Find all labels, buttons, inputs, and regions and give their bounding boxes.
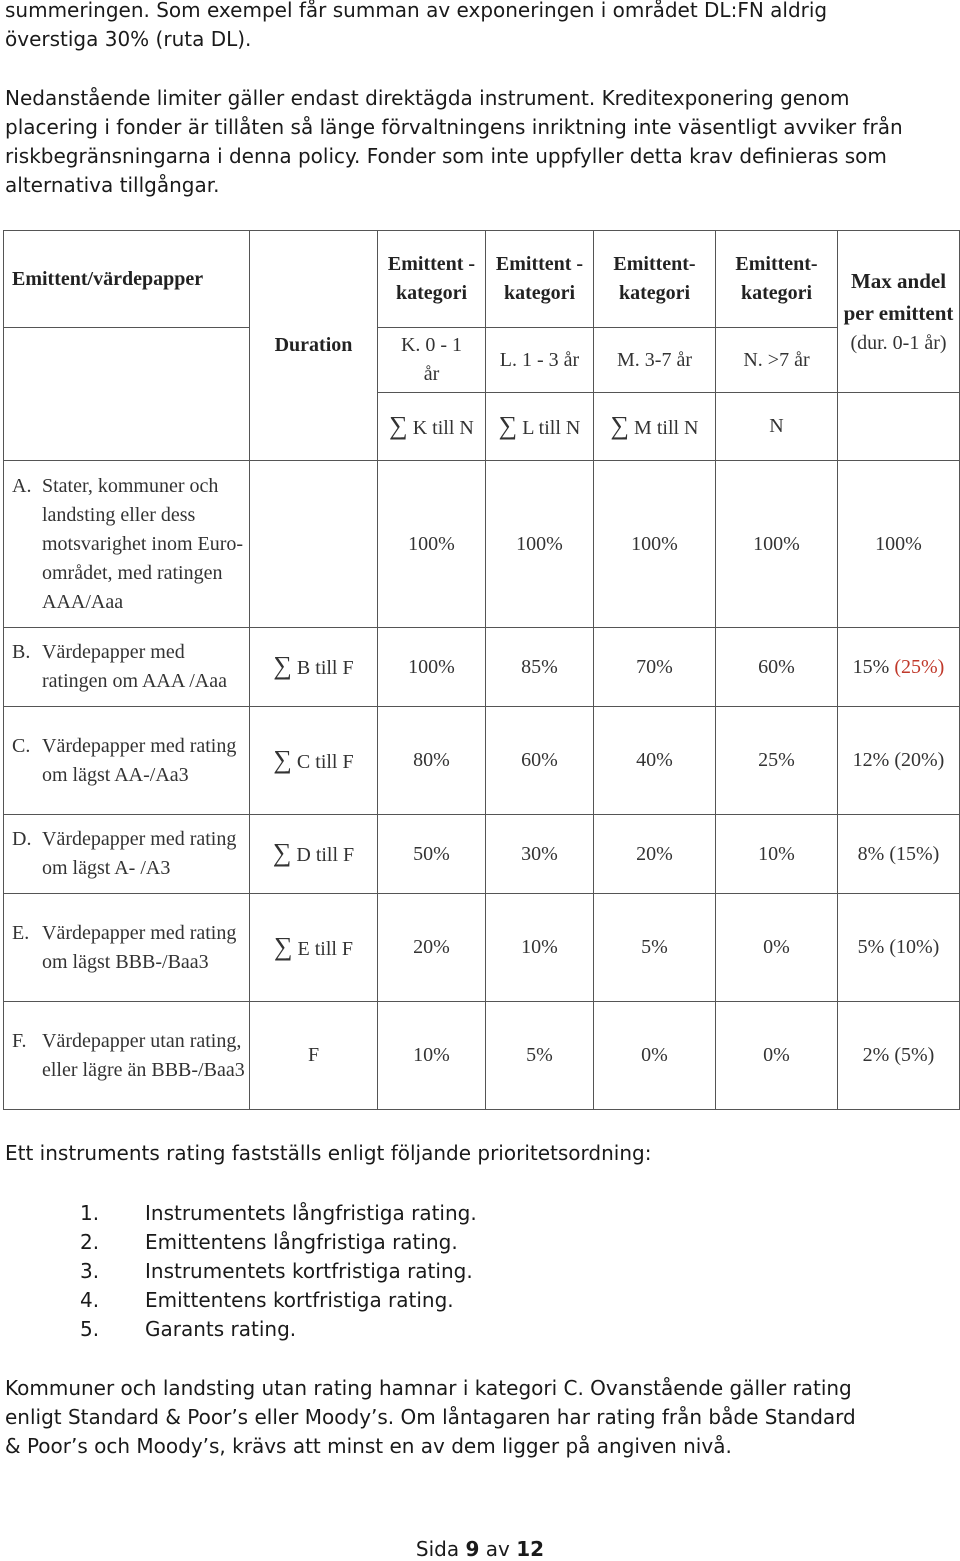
table-row (4, 815, 960, 894)
table-row (4, 707, 960, 815)
table-row (4, 894, 960, 1002)
row-value-n: 60% (716, 628, 838, 707)
table-row (4, 628, 960, 707)
intro-line-2: överstiga 30% (ruta DL). (5, 27, 252, 51)
max-share-title: Max andel per emittent (843, 269, 954, 325)
row-value-k: 50% (378, 815, 486, 894)
row-value-m: 100% (594, 461, 716, 628)
row-value-max: 2% (5%) (838, 1002, 960, 1110)
table-row (4, 1002, 960, 1110)
row-value-k: 100% (378, 461, 486, 628)
footer-page-number: 9 (465, 1537, 480, 1561)
row-value-n: 25% (716, 707, 838, 815)
row-letter: A. (12, 474, 32, 497)
row-value-l: 85% (486, 628, 594, 707)
row-value-l: 60% (486, 707, 594, 815)
header-cat-m: Emittent-kategori (594, 231, 716, 328)
row-value-k: 20% (378, 894, 486, 1002)
row-label: Värdepapper med rating om lägst AA-/Aa3 (42, 734, 237, 786)
fund-paragraph: Nedanstående limiter gäller endast direktägda instrument. Kreditexponering genom placering i fonder är tillåten så länge förvaltningens inriktning inte väsentligt avviker från riskbegränsningarna i denna policy. Fonder som inte uppfyller detta krav definieras som alternativa tillgångar. (5, 86, 903, 197)
intro-continuation (5, 0, 945, 54)
row-value-l: 30% (486, 815, 594, 894)
row-value-max: 12% (20%) (838, 707, 960, 815)
row-value-l: 100% (486, 461, 594, 628)
duration-m: M. 3-7 år (594, 328, 716, 393)
header-cat-k: Emittent -kategori (378, 231, 486, 328)
row-sum: ∑ E till F (250, 894, 378, 1002)
row-value-k: 100% (378, 628, 486, 707)
row-value-max: 8% (15%) (838, 815, 960, 894)
priority-intro: Ett instruments rating fastställs enligt följande prioritetsordning: (5, 1141, 652, 1165)
row-letter: C. (12, 734, 31, 757)
header-max-share (838, 231, 960, 393)
max-share-subtitle: (dur. 0-1 år) (850, 332, 947, 354)
closing-paragraph: Kommuner och landsting utan rating hamnar i kategori C. Ovanstående gäller rating enligt Standard & Poor’s eller Moody’s. Om låntagaren har rating från både Standard & Poor’s och Moody’s, krävs att minst en av dem ligger på angiven nivå. (5, 1376, 856, 1458)
list-item: 4. Emittentens kortfristiga rating. (80, 1288, 454, 1312)
row-value-k: 10% (378, 1002, 486, 1110)
row-sum: ∑ B till F (250, 628, 378, 707)
row-letter: B. (12, 641, 31, 663)
footer-total-pages: 12 (516, 1537, 545, 1561)
row-value-n: 10% (716, 815, 838, 894)
header-cat-l: Emittent -kategori (486, 231, 594, 328)
row-letter: F. (12, 1029, 27, 1052)
row-label: Värdepapper med rating om lägst BBB-/Baa3 (42, 921, 237, 973)
row-value-max: 15% (25%) (838, 628, 960, 707)
list-item: 2. Emittentens långfristiga rating. (80, 1230, 458, 1254)
row-value-m: 0% (594, 1002, 716, 1110)
table-row (4, 461, 960, 628)
list-item: 1. Instrumentets långfristiga rating. (80, 1201, 477, 1225)
row-sum: ∑ C till F (250, 707, 378, 815)
row-value-n: 0% (716, 1002, 838, 1110)
row-sum: F (250, 1002, 378, 1110)
row-value-k: 80% (378, 707, 486, 815)
row-value-m: 70% (594, 628, 716, 707)
row-value-max: 5% (10%) (838, 894, 960, 1002)
duration-k: K. 0 - 1 år (378, 328, 486, 393)
row-letter: D. (12, 828, 32, 850)
priority-list (80, 1199, 477, 1344)
header-issuer: Emittent/värdepapper (4, 231, 250, 328)
row-sum: ∑ D till F (250, 815, 378, 894)
header-blank (4, 328, 250, 461)
row-value-max: 100% (838, 461, 960, 628)
row-label: Värdepapper med ratingen om AAA /Aaa (42, 641, 227, 692)
list-item: 3. Instrumentets kortfristiga rating. (80, 1259, 473, 1283)
sum-k: ∑ K till N (378, 393, 486, 461)
duration-l: L. 1 - 3 år (486, 328, 594, 393)
duration-n: N. >7 år (716, 328, 838, 393)
header-duration: Duration (250, 231, 378, 461)
row-letter: E. (12, 921, 30, 944)
row-value-l: 10% (486, 894, 594, 1002)
sum-max-blank (838, 393, 960, 461)
row-value-m: 40% (594, 707, 716, 815)
row-label: Värdepapper utan rating, eller lägre än BBB-/Baa3 (42, 1029, 245, 1081)
risk-limit-table (3, 230, 960, 1110)
intro-line-1: summeringen. Som exempel får summan av exponeringen i området DL:FN aldrig (5, 0, 828, 22)
row-value-n: 100% (716, 461, 838, 628)
row-value-m: 20% (594, 815, 716, 894)
footer-prefix: Sida (415, 1537, 460, 1561)
row-value-l: 5% (486, 1002, 594, 1110)
sum-l: ∑ L till N (486, 393, 594, 461)
sum-n: N (716, 393, 838, 461)
header-cat-n: Emittent-kategori (716, 231, 838, 328)
row-sum (250, 461, 378, 628)
row-label: Stater, kommuner och landsting eller dess motsvarighet inom Euro-området, med ratingen AAA/Aaa (42, 474, 244, 613)
sum-m: ∑ M till N (594, 393, 716, 461)
row-value-n: 0% (716, 894, 838, 1002)
page-footer (0, 1537, 960, 1561)
max-paren-highlight: (25%) (894, 655, 945, 678)
row-value-m: 5% (594, 894, 716, 1002)
footer-mid: av (485, 1537, 510, 1561)
row-label: Värdepapper med rating om lägst A- /A3 (42, 828, 237, 879)
list-item: 5. Garants rating. (80, 1317, 297, 1341)
